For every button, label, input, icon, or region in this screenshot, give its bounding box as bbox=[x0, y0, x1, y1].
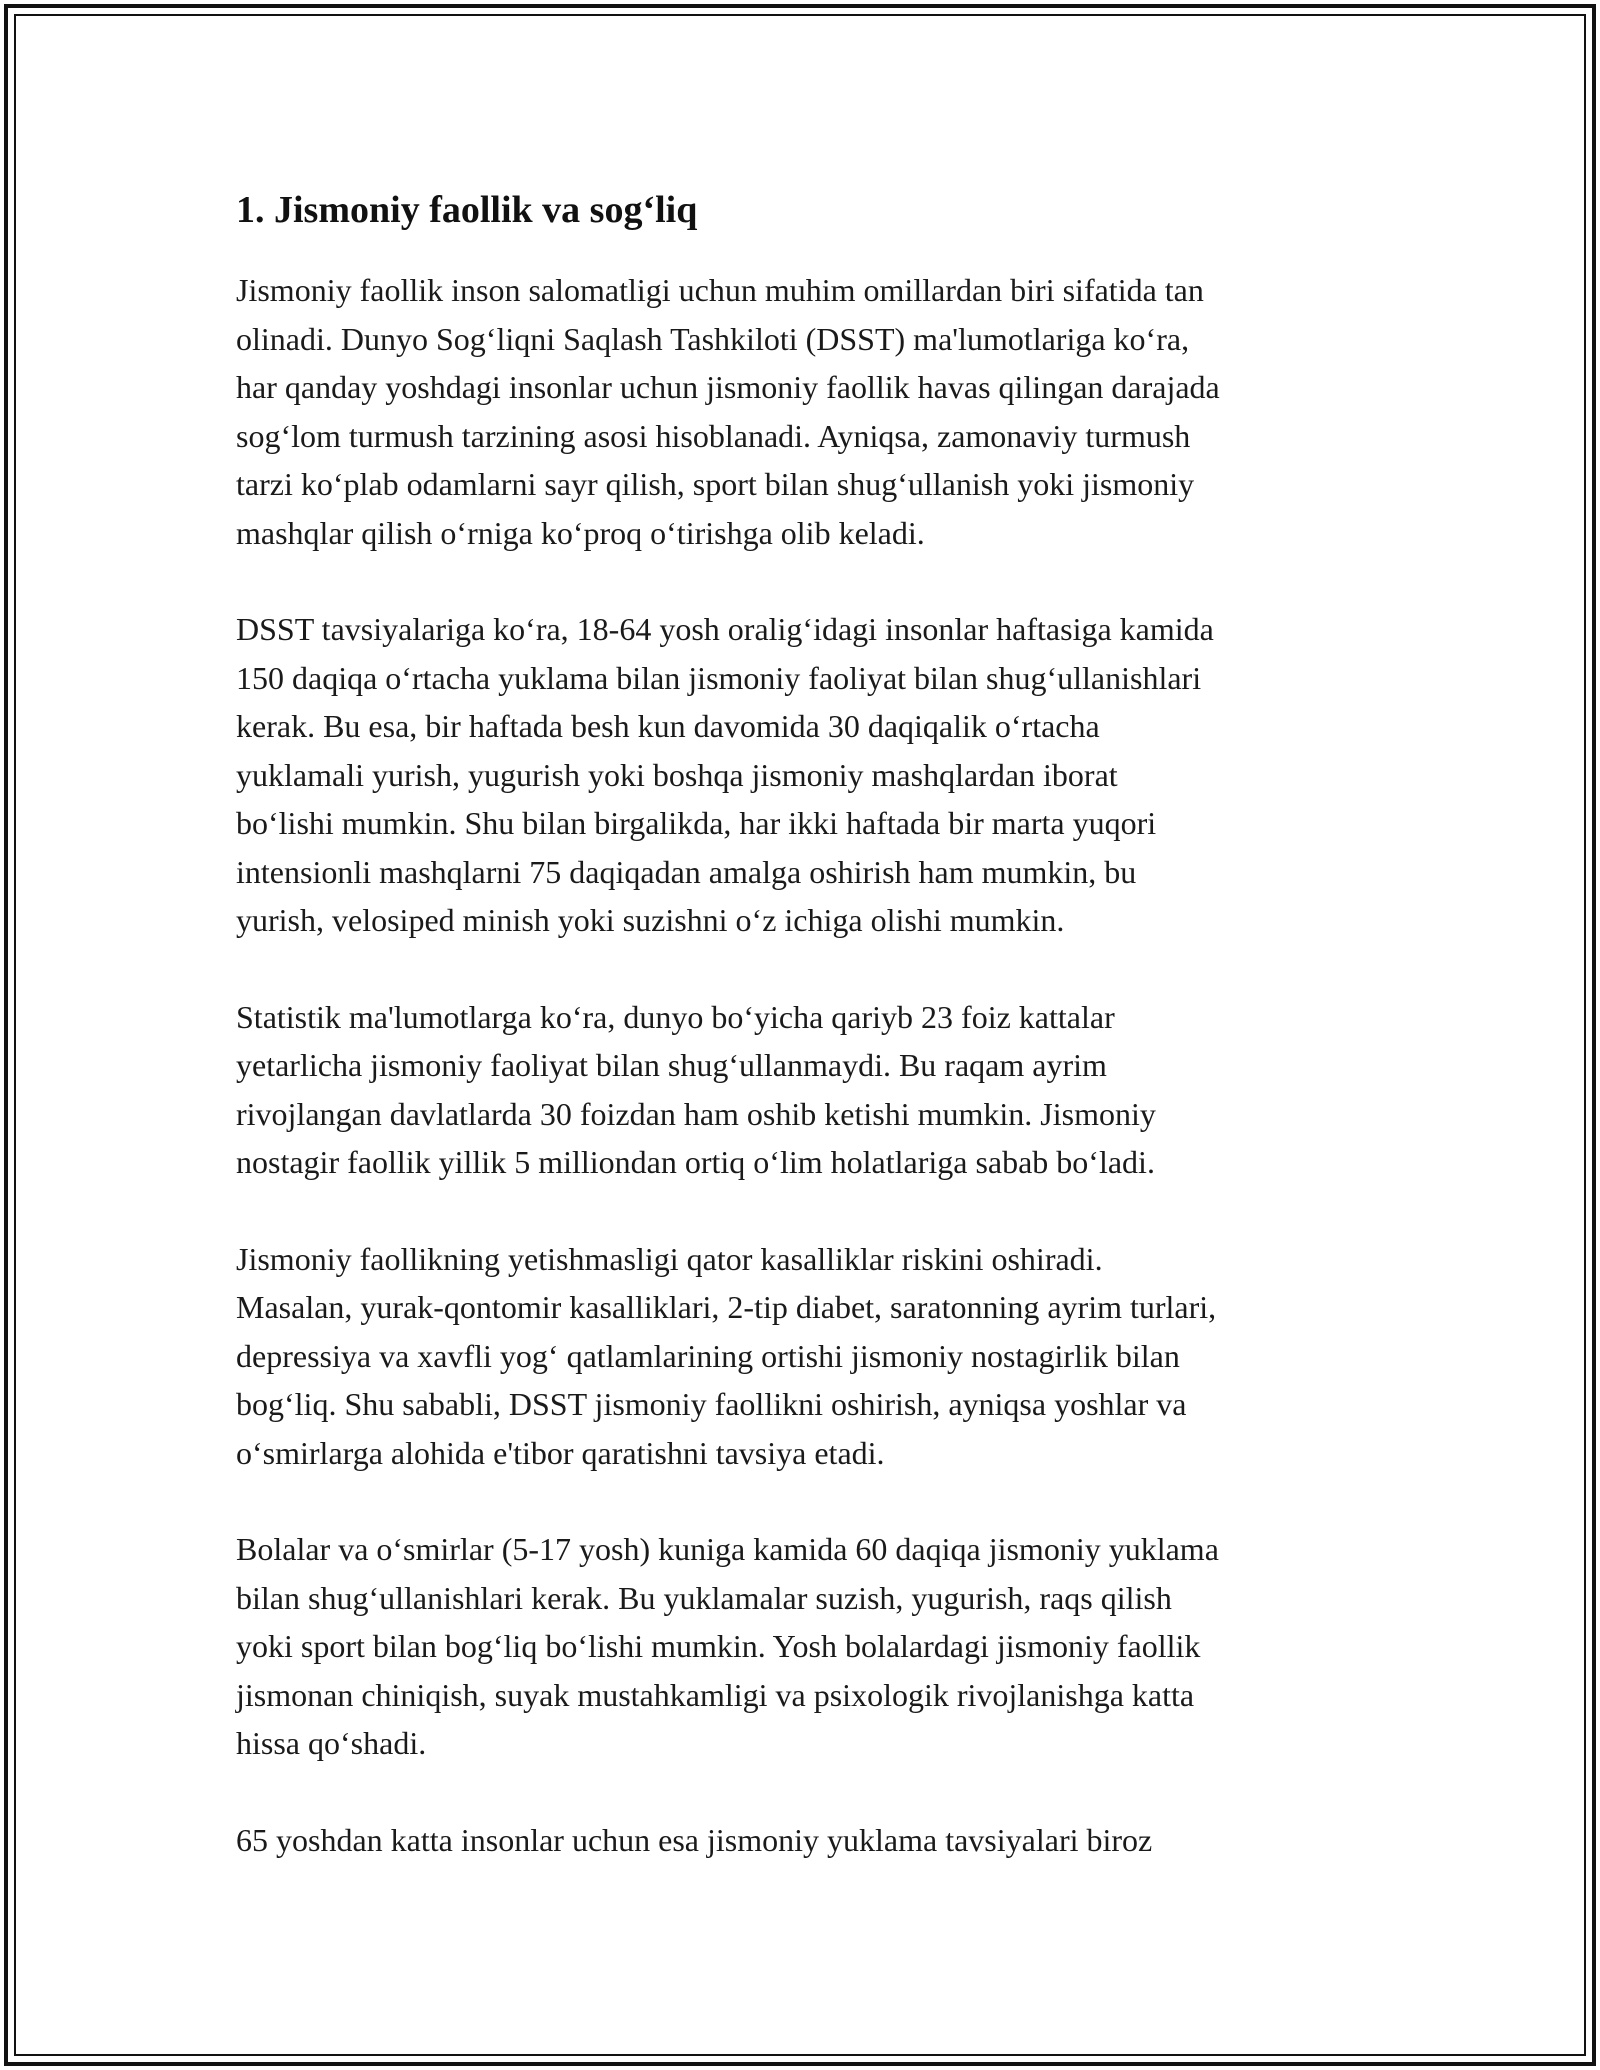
paragraph-4 bbox=[236, 1235, 1386, 1478]
paragraph-line: Bolalar va o‘smirlar (5-17 yosh) kuniga kamida 60 daqiqa jismoniy yuklama bbox=[236, 1531, 1219, 1567]
paragraph-line: rivojlangan davlatlarda 30 foizdan ham oshib ketishi mumkin. Jismoniy bbox=[236, 1095, 1156, 1132]
paragraph-6 bbox=[236, 1816, 1386, 1865]
paragraph-line: bog‘liq. Shu sababli, DSST jismoniy faollikni oshirish, ayniqsa yoshlar va bbox=[236, 1386, 1187, 1422]
paragraph-line: intensionli mashqlarni 75 daqiqadan amalga oshirish ham mumkin, bu bbox=[236, 853, 1137, 890]
paragraph-line: nostagir faollik yillik 5 milliondan ortiq o‘lim holatlariga sabab bo‘ladi. bbox=[236, 1144, 1155, 1180]
paragraph-line: o‘smirlarga alohida e'tibor qaratishni tavsiya etadi. bbox=[236, 1434, 885, 1471]
paragraph-line: mashqlar qilish o‘rniga ko‘proq o‘tirishga olib keladi. bbox=[236, 514, 925, 551]
paragraph-line: sog‘lom turmush tarzining asosi hisoblanadi. Ayniqsa, zamonaviy turmush bbox=[236, 417, 1191, 454]
paragraph-line: 150 daqiqa o‘rtacha yuklama bilan jismoniy faoliyat bilan shug‘ullanishlari bbox=[236, 659, 1202, 696]
paragraph-line: depressiya va xavfli yog‘ qatlamlarining ortishi jismoniy nostagirlik bilan bbox=[236, 1337, 1180, 1374]
paragraph-5 bbox=[236, 1525, 1386, 1768]
paragraph-line: 65 yoshdan katta insonlar uchun esa jismoniy yuklama tavsiyalari biroz bbox=[236, 1821, 1153, 1858]
paragraph-line: hissa qo‘shadi. bbox=[236, 1725, 427, 1761]
paragraph-line: DSST tavsiyalariga ko‘ra, 18-64 yosh oralig‘idagi insonlar haftasiga kamida bbox=[236, 611, 1214, 647]
paragraph-line: har qanday yoshdagi insonlar uchun jismoniy faollik havas qilingan darajada bbox=[236, 369, 1220, 405]
paragraph-line: Jismoniy faollik inson salomatligi uchun muhim omillardan biri sifatida tan bbox=[236, 272, 1204, 308]
paragraph-2 bbox=[236, 605, 1386, 945]
paragraph-line: jismonan chiniqish, suyak mustahkamligi va psixologik rivojlanishga katta bbox=[236, 1676, 1195, 1713]
paragraph-line: yetarlicha jismoniy faoliyat bilan shug‘ullanmaydi. Bu raqam ayrim bbox=[236, 1047, 1107, 1083]
paragraph-line: Jismoniy faollikning yetishmasligi qator kasalliklar riskini oshiradi. bbox=[236, 1240, 1103, 1277]
paragraph-line: olinadi. Dunyo Sog‘liqni Saqlash Tashkiloti (DSST) ma'lumotlariga ko‘ra, bbox=[236, 320, 1190, 357]
paragraph-line: yuklamali yurish, yugurish yoki boshqa jismoniy mashqlardan iborat bbox=[236, 756, 1118, 793]
paragraph-3 bbox=[236, 993, 1386, 1187]
document-page bbox=[236, 186, 1386, 1912]
paragraph-line: Masalan, yurak-qontomir kasalliklari, 2-tip diabet, saratonning ayrim turlari, bbox=[236, 1289, 1217, 1325]
paragraph-line: bilan shug‘ullanishlari kerak. Bu yuklamalar suzish, yugurish, raqs qilish bbox=[236, 1579, 1172, 1616]
paragraph-line: yoki sport bilan bog‘liq bo‘lishi mumkin. Yosh bolalardagi jismoniy faollik bbox=[236, 1628, 1201, 1664]
paragraph-line: yurish, velosiped minish yoki suzishni o‘z ichiga olishi mumkin. bbox=[236, 902, 1065, 938]
section-heading: 1. Jismoniy faollik va sog‘liq bbox=[236, 189, 698, 231]
paragraph-line: tarzi ko‘plab odamlarni sayr qilish, sport bilan shug‘ullanish yoki jismoniy bbox=[236, 466, 1195, 502]
paragraph-line: kerak. Bu esa, bir haftada besh kun davomida 30 daqiqalik o‘rtacha bbox=[236, 708, 1100, 744]
paragraph-line: Statistik ma'lumotlarga ko‘ra, dunyo bo‘yicha qariyb 23 foiz kattalar bbox=[236, 998, 1115, 1035]
paragraph-1 bbox=[236, 266, 1386, 557]
paragraph-line: bo‘lishi mumkin. Shu bilan birgalikda, har ikki haftada bir marta yuqori bbox=[236, 805, 1157, 841]
